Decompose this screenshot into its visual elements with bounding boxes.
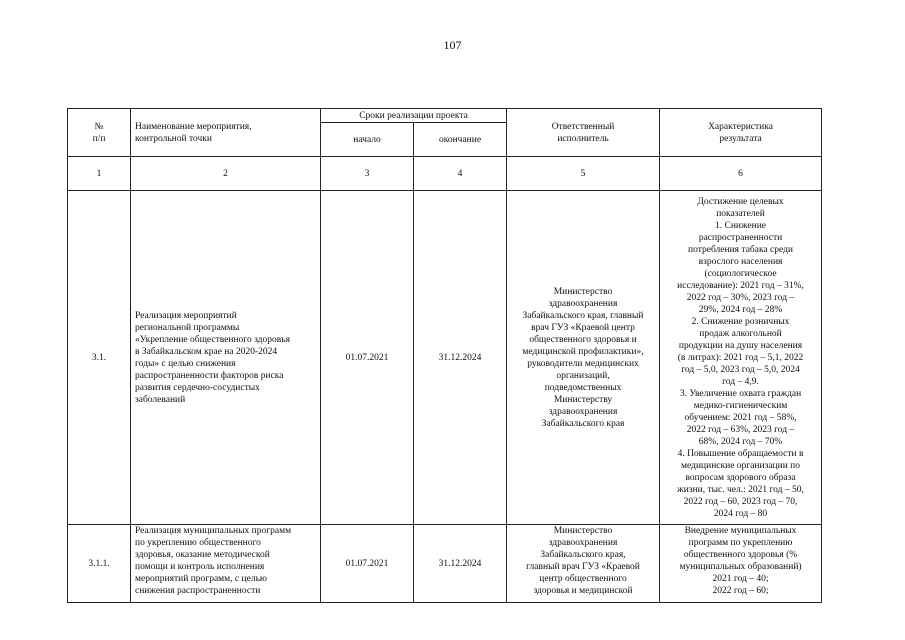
row-number: 3.1. bbox=[68, 191, 131, 525]
col-number: 5 bbox=[507, 157, 660, 191]
header-end: окончание bbox=[414, 123, 507, 157]
start-date: 01.07.2021 bbox=[321, 191, 414, 525]
header-responsible: Ответственный исполнитель bbox=[507, 109, 660, 157]
column-number-row bbox=[68, 157, 822, 191]
col-number: 2 bbox=[131, 157, 321, 191]
table-row bbox=[68, 191, 822, 525]
col-number: 6 bbox=[660, 157, 822, 191]
responsible-executor: Министерство здравоохранения Забайкальского края, главный врач ГУЗ «Краевой центр общественного здоровья и медицинской профилактики», руководители медицинских организаций, подведомственных Министерству здравоохранения Забайкальского края bbox=[507, 191, 660, 525]
header-name: Наименование мероприятия, контрольной точки bbox=[131, 109, 321, 157]
header-num: № п/п bbox=[68, 109, 131, 157]
header-result: Характеристика результата bbox=[660, 109, 822, 157]
header-period: Сроки реализации проекта bbox=[321, 109, 507, 123]
measure-name: Реализация муниципальных программ по укреплению общественного здоровья, оказание методической помощи и контроль исполнения мероприятий программ, с целью снижения распространенности bbox=[131, 525, 321, 603]
measure-name: Реализация мероприятий региональной программы «Укрепление общественного здоровья в Забайкальском крае на 2020-2024 годы» с целью снижения распространенности факторов риска развития сердечно-сосудистых заболеваний bbox=[131, 191, 321, 525]
responsible-executor: Министерство здравоохранения Забайкальского края, главный врач ГУЗ «Краевой центр общественного здоровья и медицинской bbox=[507, 525, 660, 603]
result-description: Достижение целевых показателей 1. Снижение распространенности потребления табака среди взрослого населения (социологическое исследование): 2021 год – 31%, 2022 год – 30%, 2023 год – 29%, 2024 год – 28% 2. Снижение розничных продаж алкогольной продукции на душу населения (в литрах): 2021 год – 5,1, 2022 год – 5,0, 2023 год – 5,0, 2024 год – 4,9. 3. Увеличение охвата граждан медико-гигиеническим обучением: 2021 год – 58%, 2022 год – 63%, 2023 год – 68%, 2024 год – 70% 4. Повышение обращаемости в медицинские организации по вопросам здорового образа жизни, тыс. чел.: 2021 год – 50, 2022 год – 60, 2023 год – 70, 2024 год – 80 bbox=[660, 191, 822, 525]
result-description: Внедрение муниципальных программ по укреплению общественного здоровья (% муниципальных образований) 2021 год – 40; 2022 год – 60; bbox=[660, 525, 822, 603]
col-number: 4 bbox=[414, 157, 507, 191]
start-date: 01.07.2021 bbox=[321, 525, 414, 603]
end-date: 31.12.2024 bbox=[414, 525, 507, 603]
page-number: 107 bbox=[443, 38, 462, 52]
row-number: 3.1.1. bbox=[68, 525, 131, 603]
header-row-1 bbox=[68, 109, 822, 123]
measures-table bbox=[67, 108, 822, 603]
col-number: 1 bbox=[68, 157, 131, 191]
table-row bbox=[68, 525, 822, 603]
end-date: 31.12.2024 bbox=[414, 191, 507, 525]
col-number: 3 bbox=[321, 157, 414, 191]
header-start: начало bbox=[321, 123, 414, 157]
